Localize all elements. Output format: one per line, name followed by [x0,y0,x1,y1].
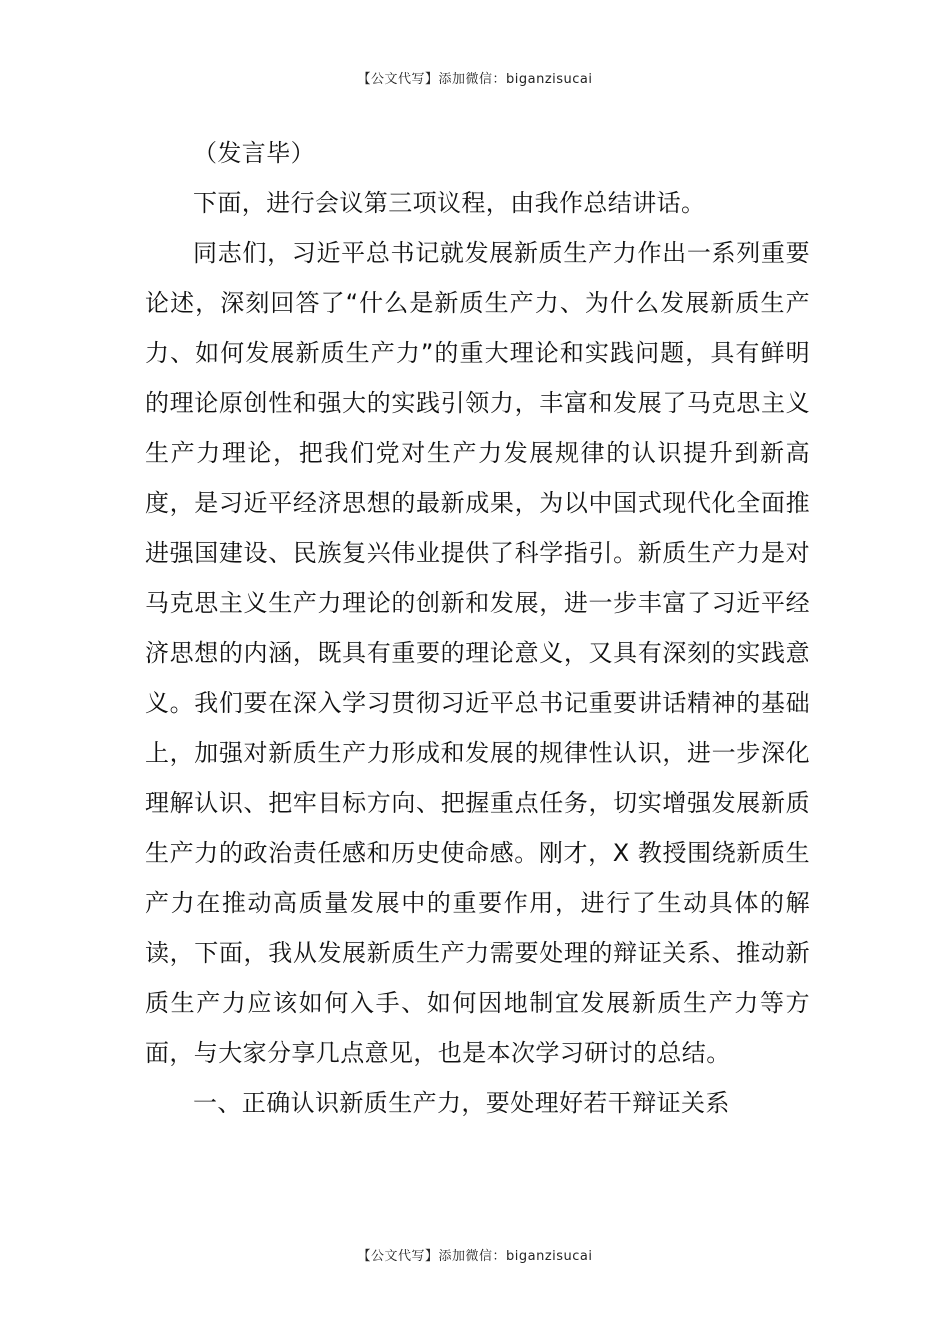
agenda-transition: 下面，进行会议第三项议程，由我作总结讲话。 [193,189,706,217]
main-paragraph: 同志们，习近平总书记就发展新质生产力作出一系列重要论述，深刻回答了“什么是新质生产力、为什么发展新质生产力、如何发展新质生产力”的重大理论和实践问题，具有鲜明的理论原创性和强大的实践引领力，丰富和发展了马克思主义生产力理论，把我们党对生产力发展规律的认识提升到新高度，是习近平经济思想的最新成果，为以中国式现代化全面推进强国建设、民族复兴伟业提供了科学指引。新质生产力是对马克思主义生产力理论的创新和发展，进一步丰富了习近平经济思想的内涵，既具有重要的理论意义，又具有深刻的实践意义。我们要在深入学习贯彻习近平总书记重要讲话精神的基础上，加强对新质生产力形成和发展的规律性认识，进一步深化理解认识、把牢目标方向、把握重点任务，切实增强发展新质生产力的政治责任感和历史使命感。刚才，X 教授围绕新质生产力在推动高质量发展中的重要作用，进行了生动具体的解读，下面，我从发展新质生产力需要处理的辩证关系、推动新质生产力应该如何入手、如何因地制宜发展新质生产力等方面，与大家分享几点意见，也是本次学习研讨的总结。 [145,239,810,1067]
speech-end-note: （发言毕） [193,139,315,167]
document-body [145,128,810,1128]
section-heading: 一、正确认识新质生产力，要处理好若干辩证关系 [193,1089,730,1117]
page-footer: 【公文代写】添加微信：biganzisucai [357,1249,593,1264]
page-header: 【公文代写】添加微信：biganzisucai [357,72,593,87]
